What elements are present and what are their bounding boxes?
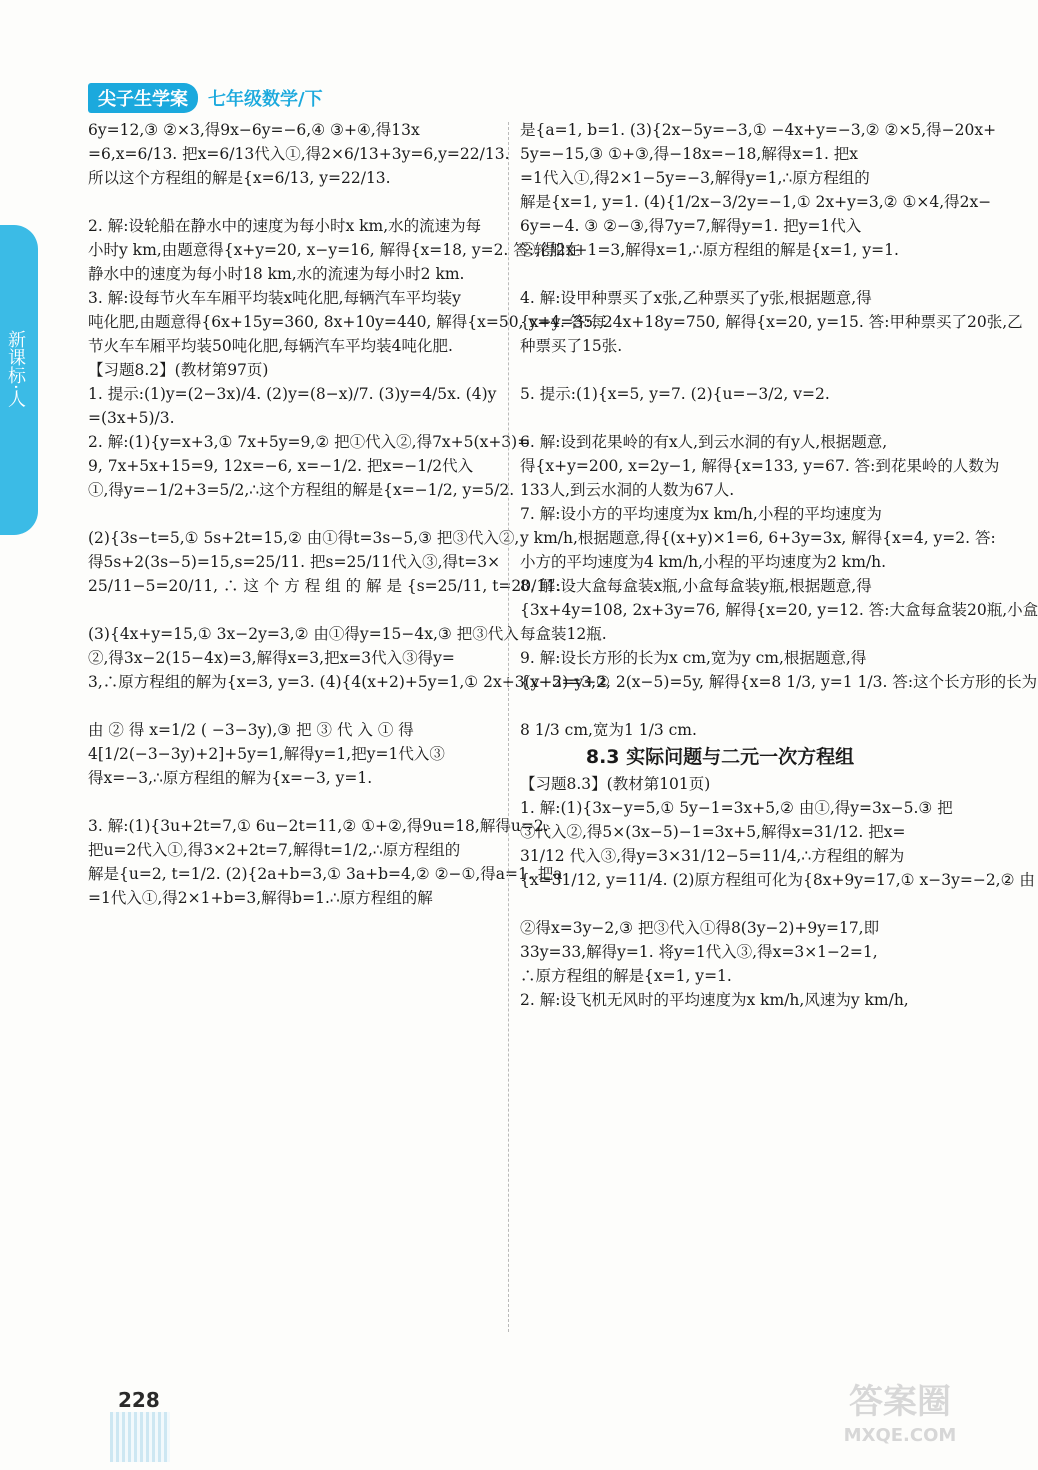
text-line: (3){4x+y=15,① 3x−2y=3,② 由①得y=15−4x,③ 把③代入 bbox=[88, 625, 519, 643]
text-line bbox=[88, 190, 498, 214]
text-line: 小方的平均速度为4 km/h,小程的平均速度为2 km/h. bbox=[520, 553, 887, 571]
text-line bbox=[520, 262, 920, 286]
text-line: 【习题8.3】(教材第101页) bbox=[520, 775, 711, 793]
text-line: 8 1/3 cm,宽为1 1/3 cm. bbox=[520, 721, 697, 739]
text-line: 得{x+y=200, x=2y−1, 解得{x=133, y=67. 答:到花果岭的人数为 bbox=[520, 457, 1000, 475]
column-divider bbox=[508, 122, 509, 1332]
text-line: 3. 解:(1){3u+2t=7,① 6u−2t=11,② ①+②,得9u=18,解得u=2. bbox=[88, 817, 549, 835]
page-header bbox=[88, 84, 323, 112]
text-line bbox=[88, 790, 498, 814]
text-line: 9. 解:设长方形的长为x cm,宽为y cm,根据题意,得 bbox=[520, 649, 867, 667]
text-line: y km/h,根据题意,得{(x+y)×1=6, 6+3y=3x, 解得{x=4, y=2. 答: bbox=[520, 529, 996, 547]
text-line bbox=[520, 892, 920, 916]
text-line: 8. 解:设大盒每盒装x瓶,小盒每盒装y瓶,根据题意,得 bbox=[520, 577, 872, 595]
text-line: 【习题8.2】(教材第97页) bbox=[88, 361, 269, 379]
text-line: 5y=−15,③ ①+③,得−18x=−18,解得x=1. 把x bbox=[520, 145, 859, 163]
text-line: 每盒装12瓶. bbox=[520, 625, 607, 643]
text-line: 是{a=1, b=1. (3){2x−5y=−3,① −4x+y=−3,② ②×5,得−20x+ bbox=[520, 121, 997, 139]
text-line: 2. 解:设飞机无风时的平均速度为x km/h,风速为y km/h, bbox=[520, 991, 909, 1009]
text-line: =(3x+5)/3. bbox=[88, 409, 175, 427]
text-line: 9, 7x+5x+15=9, 12x=−6, x=−1/2. 把x=−1/2代入 bbox=[88, 457, 474, 475]
text-line: 静水中的速度为每小时18 km,水的流速为每小时2 km. bbox=[88, 265, 465, 283]
text-line: {3x+4y=108, 2x+3y=76, 解得{x=20, y=12. 答:大盒每盒装20瓶,小盒 bbox=[520, 601, 1038, 619]
text-line: 5. 提示:(1){x=5, y=7. (2){u=−3/2, v=2. bbox=[520, 385, 830, 403]
text-line: 解是{x=1, y=1. (4){1/2x−3/2y=−1,① 2x+y=3,② ①×4,得2x− bbox=[520, 193, 992, 211]
text-line: 得5s+2(3s−5)=15,s=25/11. 把s=25/11代入③,得t=3× bbox=[88, 553, 501, 571]
text-line: 节火车车厢平均装50吨化肥,每辆汽车平均装4吨化肥. bbox=[88, 337, 453, 355]
text-line: =1代入①,得2×1−5y=−3,解得y=1,∴原方程组的 bbox=[520, 169, 870, 187]
text-line bbox=[520, 694, 920, 718]
right-column-part-1 bbox=[520, 118, 1038, 742]
text-line: 31/12 代入③,得y=3×31/12−5=11/4,∴方程组的解为 bbox=[520, 847, 905, 865]
right-column-part-2 bbox=[520, 772, 1035, 1012]
text-line: 种票买了15张. bbox=[520, 337, 623, 355]
text-line: ③代入②,得5×(3x−5)−1=3x+5,解得x=31/12. 把x= bbox=[520, 823, 906, 841]
text-line: 所以这个方程组的解是{x=6/13, y=22/13. bbox=[88, 169, 391, 187]
text-line bbox=[88, 694, 498, 718]
text-line: 3,∴原方程组的解为{x=3, y=3. (4){4(x+2)+5y=1,① 2x+3(y+2)=3,② bbox=[88, 673, 610, 691]
text-line bbox=[520, 406, 920, 430]
page-number: 228 bbox=[118, 1388, 160, 1412]
watermark-url: MXQE.COM bbox=[843, 1425, 957, 1446]
subject-title: 七年级数学/下 bbox=[208, 89, 323, 110]
text-line: 吨化肥,由题意得{6x+15y=360, 8x+10y=440, 解得{x=50, y=4. 答:每 bbox=[88, 313, 607, 331]
text-line: 2. 解:(1){y=x+3,① 7x+5y=9,② 把①代入②,得7x+5(x+3)= bbox=[88, 433, 531, 451]
text-line: ∴原方程组的解是{x=1, y=1. bbox=[520, 967, 732, 985]
watermark-logo bbox=[815, 1380, 985, 1460]
text-line: {x+y=35, 24x+18y=750, 解得{x=20, y=15. 答:甲种票买了20张,乙 bbox=[520, 313, 1023, 331]
text-line: =1代入①,得2×1+b=3,解得b=1.∴原方程组的解 bbox=[88, 889, 433, 907]
text-line: ②得x=3y−2,③ 把③代入①得8(3y−2)+9y=17,即 bbox=[520, 919, 880, 937]
text-line: 2. 解:设轮船在静水中的速度为每小时x km,水的流速为每 bbox=[88, 217, 482, 235]
text-line: 4. 解:设甲种票买了x张,乙种票买了y张,根据题意,得 bbox=[520, 289, 872, 307]
brand-badge: 尖子生学案 bbox=[88, 83, 198, 113]
text-line: 小时y km,由题意得{x+y=20, x−y=16, 解得{x=18, y=2. 答:轮船在 bbox=[88, 241, 581, 259]
side-label: 新课标·人 bbox=[5, 330, 26, 408]
text-line: 把u=2代入①,得3×2+2t=7,解得t=1/2,∴原方程组的 bbox=[88, 841, 461, 859]
text-line: 1. 解:(1){3x−y=5,① 5y−1=3x+5,② 由①,得y=3x−5.③ 把 bbox=[520, 799, 953, 817]
text-line: =6,x=6/13. 把x=6/13代入①,得2×6/13+3y=6,y=22/13. bbox=[88, 145, 510, 163]
text-line: (2){3s−t=5,① 5s+2t=15,② 由①得t=3s−5,③ 把③代入②, bbox=[88, 529, 520, 547]
text-line bbox=[88, 502, 498, 526]
text-line: 得x=−3,∴原方程组的解为{x=−3, y=1. bbox=[88, 769, 373, 787]
text-line: 6. 解:设到花果岭的有x人,到云水洞的有y人,根据题意, bbox=[520, 433, 888, 451]
section-title: 8.3 实际问题与二元一次方程组 bbox=[585, 746, 855, 768]
text-line: 由 ② 得 x=1/2 ( −3−3y),③ 把 ③ 代 入 ① 得 bbox=[88, 721, 414, 739]
page-number-stripe bbox=[110, 1412, 170, 1462]
text-line: 33y=33,解得y=1. 将y=1代入③,得x=3×1−2=1, bbox=[520, 943, 878, 961]
text-line: 25/11−5=20/11, ∴ 这 个 方 程 组 的 解 是 {s=25/11, t=20/11. bbox=[88, 577, 562, 595]
text-line bbox=[88, 598, 498, 622]
text-line: ①,得y=−1/2+3=5/2,∴这个方程组的解是{x=−1/2, y=5/2. bbox=[88, 481, 515, 499]
text-line: ②,得2x+1=3,解得x=1,∴原方程组的解是{x=1, y=1. bbox=[520, 241, 899, 259]
text-line: {x−5=y+2, 2(x−5)=5y, 解得{x=8 1/3, y=1 1/3. 答:这个长方形的长为 bbox=[520, 673, 1038, 691]
text-line: 解是{u=2, t=1/2. (2){2a+b=3,① 3a+b=4,② ②−①,得a=1. 把a bbox=[88, 865, 563, 883]
text-line: 6y=−4. ③ ②−③,得7y=7,解得y=1. 把y=1代入 bbox=[520, 217, 862, 235]
text-line: {x=31/12, y=11/4. (2)原方程组可化为{8x+9y=17,① x−3y=−2,② 由 bbox=[520, 871, 1035, 889]
text-line: 7. 解:设小方的平均速度为x km/h,小程的平均速度为 bbox=[520, 505, 882, 523]
text-line: 3. 解:设每节火车车厢平均装x吨化肥,每辆汽车平均装y bbox=[88, 289, 461, 307]
text-line: ②,得3x−2(15−4x)=3,解得x=3,把x=3代入③得y= bbox=[88, 649, 455, 667]
right-column bbox=[520, 118, 1038, 1012]
text-line: 1. 提示:(1)y=(2−3x)/4. (2)y=(8−x)/7. (3)y=4/5x. (4)y bbox=[88, 385, 497, 403]
text-line: 133人,到云水洞的人数为67人. bbox=[520, 481, 735, 499]
text-line: 4[1/2(−3−3y)+2]+5y=1,解得y=1,把y=1代入③ bbox=[88, 745, 445, 763]
text-line: 6y=12,③ ②×3,得9x−6y=−6,④ ③+④,得13x bbox=[88, 121, 420, 139]
text-line bbox=[520, 358, 920, 382]
watermark-text: 答案圈 bbox=[849, 1382, 951, 1422]
